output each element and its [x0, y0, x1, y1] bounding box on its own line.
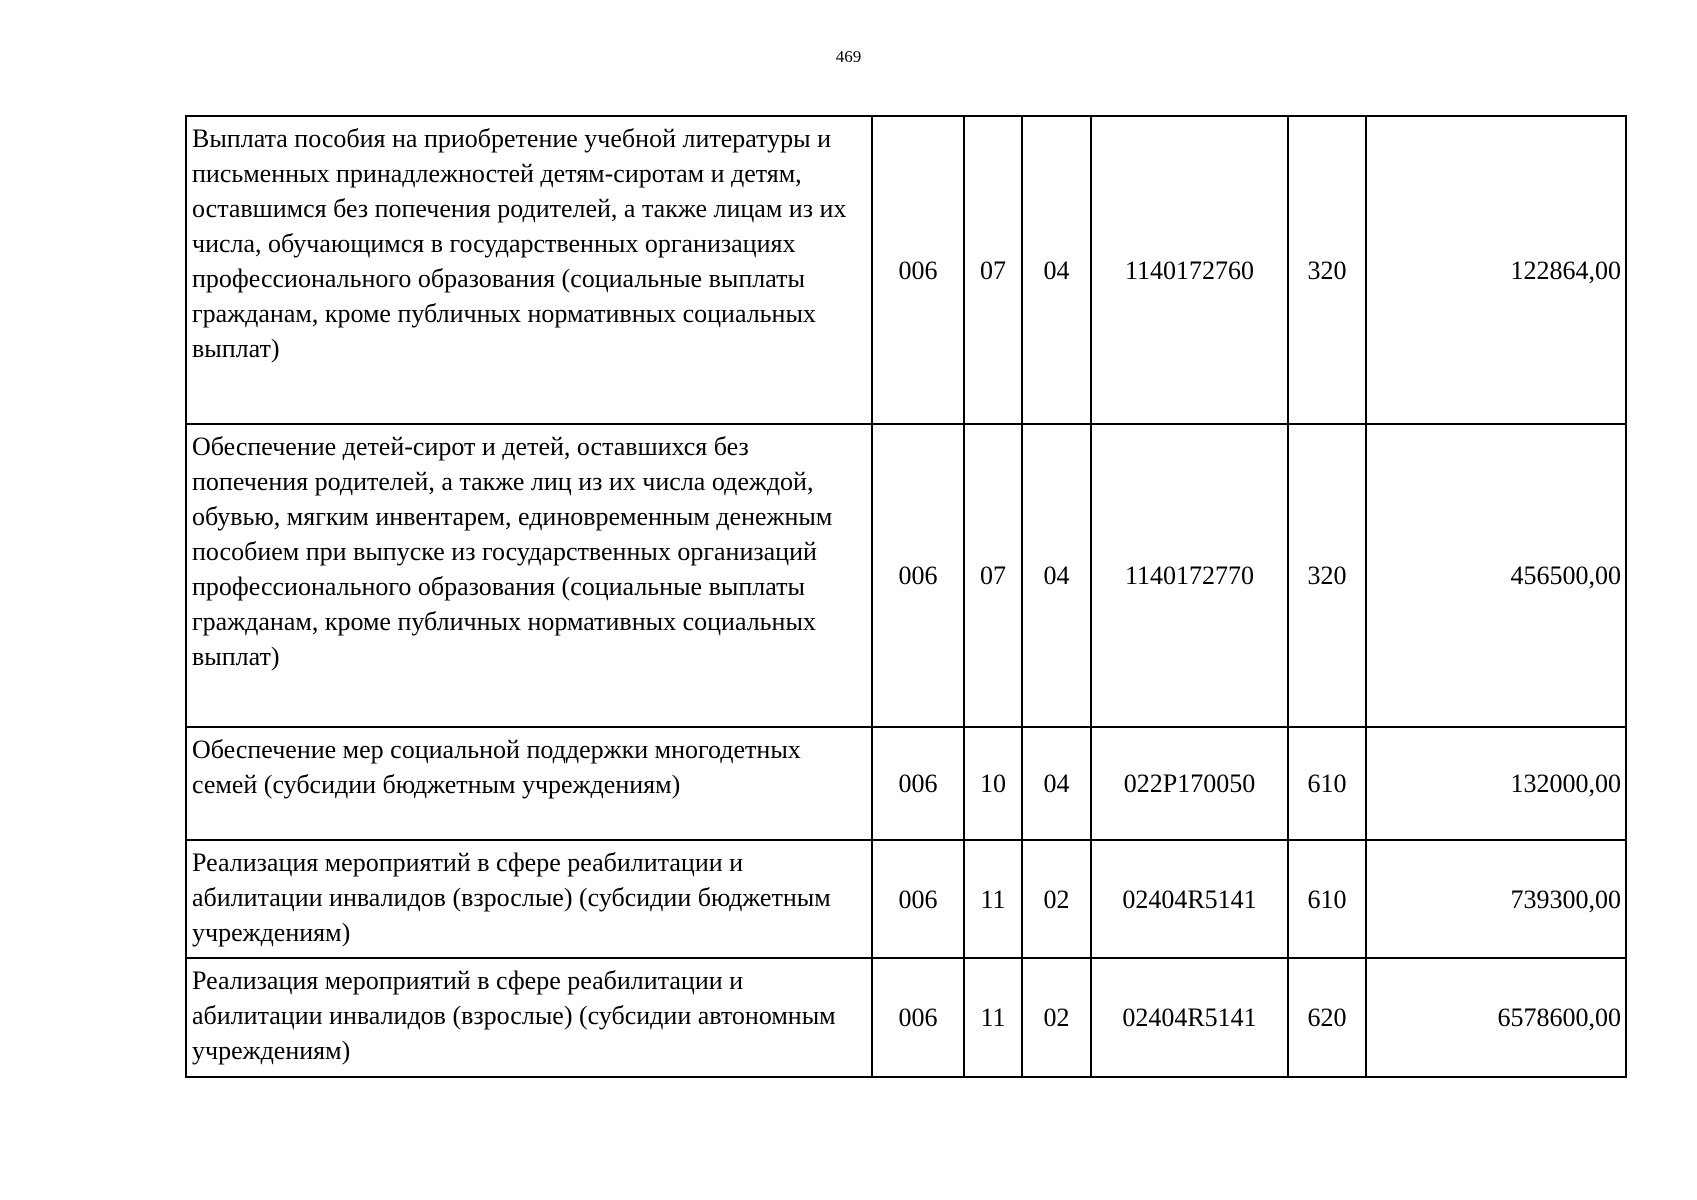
target-article-code: 02404R5141 [1091, 958, 1288, 1077]
ministry-code: 006 [872, 727, 964, 840]
subsection-code: 02 [1022, 958, 1091, 1077]
page-number: 469 [835, 47, 862, 66]
section-code: 10 [964, 727, 1022, 840]
table-row [186, 958, 1626, 1077]
section-code: 11 [964, 958, 1022, 1077]
target-article-code: 1140172760 [1091, 116, 1288, 424]
section-code: 07 [964, 424, 1022, 727]
ministry-code: 006 [872, 958, 964, 1077]
table-row [186, 424, 1626, 727]
subsection-code: 02 [1022, 840, 1091, 958]
amount: 6578600,00 [1366, 958, 1626, 1077]
row-description: Обеспечение детей-сирот и детей, оставшихся без попечения родителей, а также лиц из их числа одеждой, обувью, мягким инвентарем, единовременным денежным пособием при выпуске из государственных организаций профессионального образования (социальные выплаты гражданам, кроме публичных нормативных социальных выплат) [186, 424, 872, 727]
subsection-code: 04 [1022, 727, 1091, 840]
ministry-code: 006 [872, 116, 964, 424]
expense-type-code: 610 [1288, 727, 1366, 840]
table-row [186, 727, 1626, 840]
table-row [186, 840, 1626, 958]
amount: 456500,00 [1366, 424, 1626, 727]
amount: 132000,00 [1366, 727, 1626, 840]
section-code: 11 [964, 840, 1022, 958]
amount: 739300,00 [1366, 840, 1626, 958]
subsection-code: 04 [1022, 116, 1091, 424]
expense-type-code: 620 [1288, 958, 1366, 1077]
target-article-code: 022P170050 [1091, 727, 1288, 840]
row-description: Реализация мероприятий в сфере реабилитации и абилитации инвалидов (взрослые) (субсидии автономным учреждениям) [186, 958, 872, 1077]
budget-table [185, 115, 1627, 1078]
expense-type-code: 610 [1288, 840, 1366, 958]
table-row [186, 116, 1626, 424]
amount: 122864,00 [1366, 116, 1626, 424]
ministry-code: 006 [872, 424, 964, 727]
subsection-code: 04 [1022, 424, 1091, 727]
target-article-code: 02404R5141 [1091, 840, 1288, 958]
row-description: Обеспечение мер социальной поддержки многодетных семей (субсидии бюджетным учреждениям) [186, 727, 872, 840]
ministry-code: 006 [872, 840, 964, 958]
target-article-code: 1140172770 [1091, 424, 1288, 727]
row-description: Реализация мероприятий в сфере реабилитации и абилитации инвалидов (взрослые) (субсидии бюджетным учреждениям) [186, 840, 872, 958]
expense-type-code: 320 [1288, 424, 1366, 727]
row-description: Выплата пособия на приобретение учебной литературы и письменных принадлежностей детям-сиротам и детям, оставшимся без попечения родителей, а также лицам из их числа, обучающимся в государственных организациях профессионального образования (социальные выплаты гражданам, кроме публичных нормативных социальных выплат) [186, 116, 872, 424]
section-code: 07 [964, 116, 1022, 424]
expense-type-code: 320 [1288, 116, 1366, 424]
